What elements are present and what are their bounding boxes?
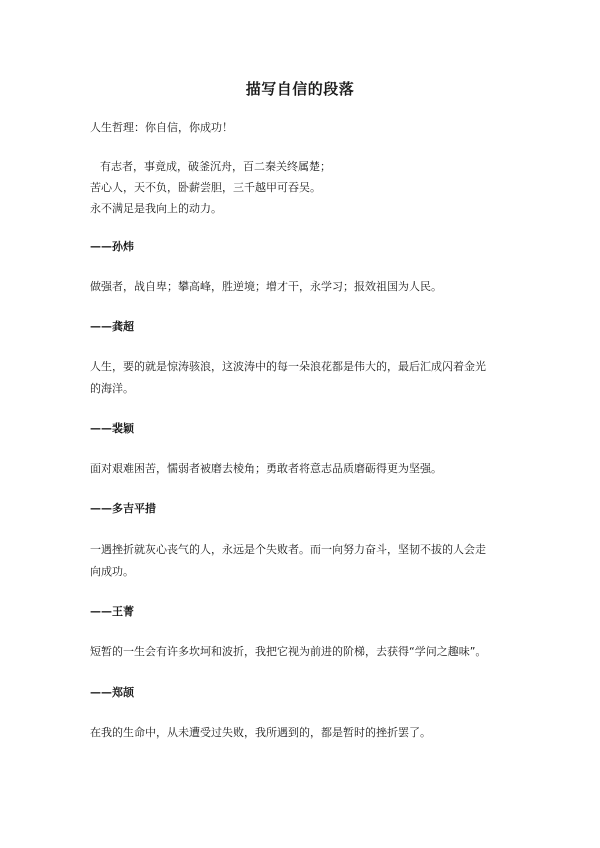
page-title: 描写自信的段落 (245, 80, 355, 98)
quote-gongchao-line-1: 人生，要的就是惊涛骇浪，这波涛中的每一朵浪花都是伟大的，最后汇成闪着金光 (90, 360, 486, 373)
quote-sunwei: 做强者，战自卑；攀高峰，胜逆境；增才干，永学习；报效祖国为人民。 (90, 280, 442, 293)
quote-peiying: 面对艰难困苦，懦弱者被磨去棱角；勇敢者将意志品质磨砺得更为坚强。 (90, 462, 442, 475)
quote-zhengjie: 在我的生命中，从未遭受过失败，我所遇到的，都是暂时的挫折罢了。 (90, 726, 431, 739)
quote-wangjing: 短暂的一生会有许多坎坷和波折，我把它视为前进的阶梯，去获得“学问之趣味”。 (90, 645, 487, 658)
author-gongchao: ——龚超 (90, 320, 134, 333)
author-peiying: ——裴颖 (90, 422, 134, 435)
author-wangjing: ——王菁 (90, 605, 134, 618)
author-zhengjie: ——郑颉 (90, 686, 134, 699)
intro-line: 人生哲理：你自信，你成功！ (90, 121, 233, 134)
quote-duojipingcuo-line-2: 向成功。 (90, 565, 134, 578)
motto-line: 永不满足是我向上的动力。 (90, 202, 222, 215)
couplet-line-2: 苦心人，天不负，卧薪尝胆，三千越甲可吞吴。 (90, 181, 321, 194)
quote-gongchao-line-2: 的海洋。 (90, 382, 134, 395)
quote-duojipingcuo-line-1: 一遇挫折就灰心丧气的人，永远是个失败者。而一向努力奋斗，坚韧不拔的人会走 (90, 543, 486, 556)
author-duojipingcuo: ——多吉平措 (90, 502, 156, 515)
author-sunwei: ——孙炜 (90, 240, 134, 253)
couplet-line-1: 有志者，事竟成，破釜沉舟，百二秦关终属楚； (100, 160, 331, 173)
